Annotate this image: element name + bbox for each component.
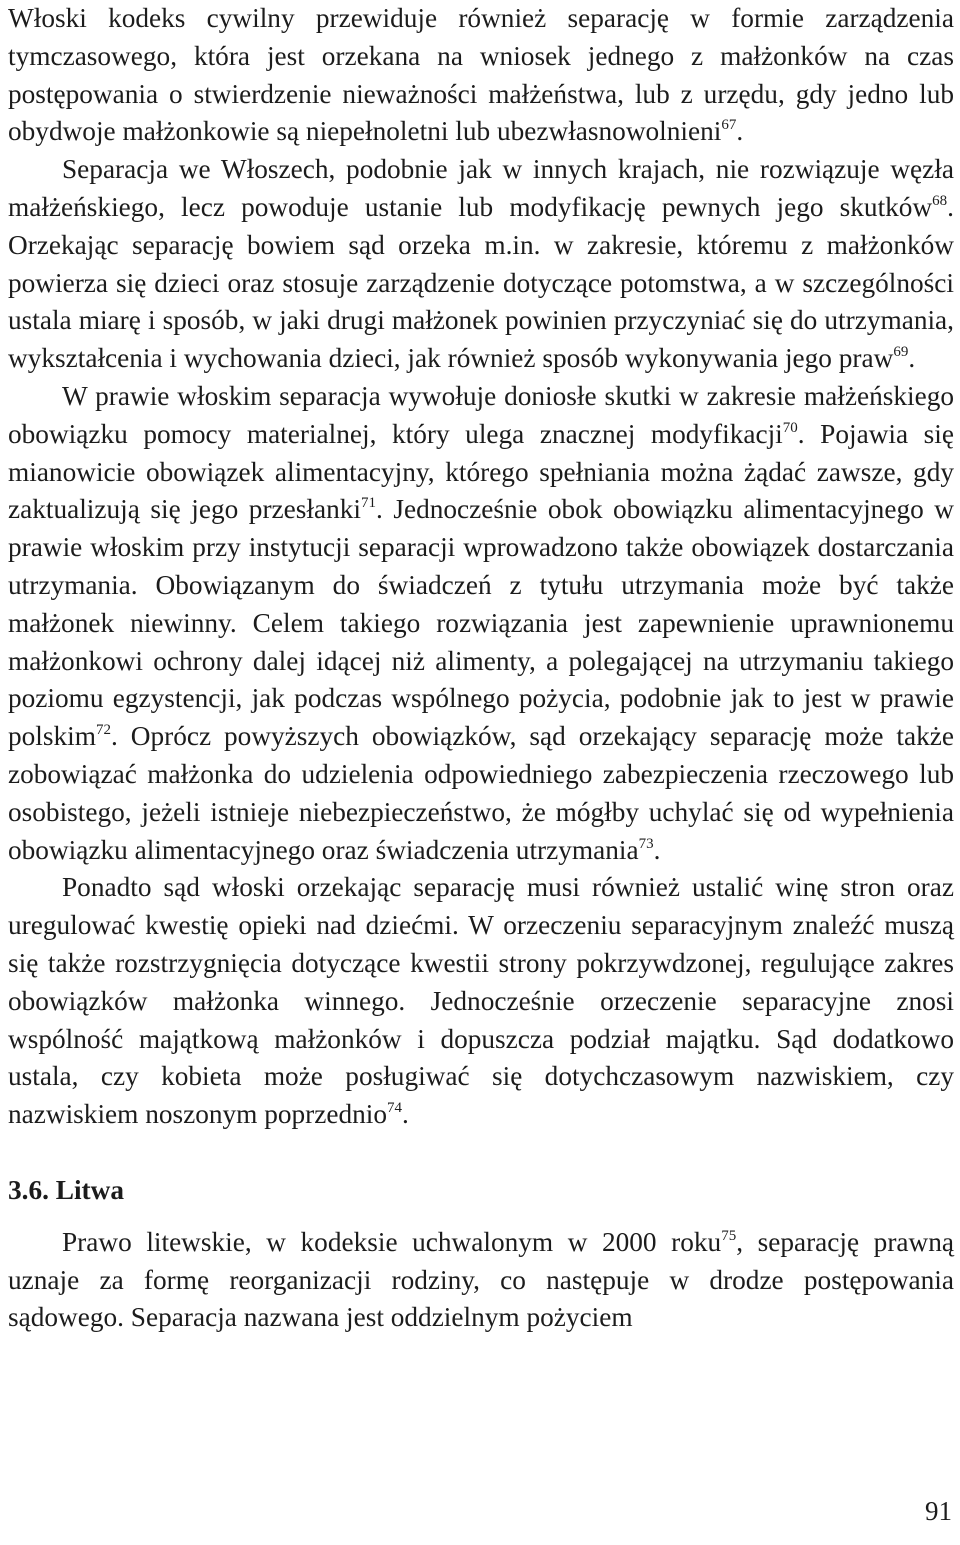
footnote-ref: 68: [932, 192, 948, 209]
paragraph-text: Ponadto sąd włoski orzekając separację musi również ustalić winę stron oraz uregulować kwestię opieki nad dziećmi. W orzeczeniu separacyjnym znaleźć muszą się także rozstrzygnięcia dotyczące kwestii strony pokrzywdzonej, regulujące zakres obowiązków małżonka winnego. Jednocześnie orzeczenie separacyjne znosi wspólność majątkową małżonków i dopuszcza podział majątku. Sąd dodatkowo ustala, czy kobieta może posługiwać się dotychczasowym nazwiskiem, czy nazwiskiem noszonym poprzednio: [8, 872, 954, 1130]
footnote-ref: 70: [782, 419, 798, 436]
body-text-top: [8, 0, 954, 1134]
paragraph-text: . Pojawia się mianowicie obowiązek alimentacyjny, którego spełniania można żądać zawsze, gdy zaktualizują się jego przesłanki: [8, 418, 954, 525]
paragraph: [8, 151, 954, 378]
paragraph-text: , separację prawną uznaje za formę reorganizacji rodziny, co następuje w drodze postępowania sądowego. Separacja nazwana jest oddzielnym pożyciem: [8, 1226, 955, 1333]
paragraph-text: W prawie włoskim separacja wywołuje doniosłe skutki w zakresie małżeńskiego obowiązku pomocy materialnej, który ulega znacznej modyfikacji: [8, 380, 954, 449]
footnote-ref: 67: [721, 117, 737, 134]
footnote-ref: 74: [387, 1100, 403, 1117]
footnote-ref: 75: [721, 1227, 737, 1244]
paragraph-text: . Orzekając separację bowiem sąd orzeka m.in. w zakresie, któremu z małżonków powierza się dzieci oraz stosuje zarządzenie dotyczące potomstwa, a w szczególności ustala miarę i sposób, w jaki drugi małżonek powinien przyczyniać się do utrzymania, wykształcenia i wychowania dzieci, jak również sposób wykonywania jego praw: [8, 191, 954, 374]
paragraph-text: .: [736, 116, 744, 147]
paragraph: [8, 0, 954, 151]
document-page: [8, 0, 954, 1337]
footnote-ref: 72: [95, 722, 111, 739]
body-text-bottom: [8, 1224, 954, 1337]
paragraph-text: Separacja we Włoszech, podobnie jak w innych krajach, nie rozwiązuje węzła małżeńskiego, lecz powoduje ustanie lub modyfikację pewnych jego skutków: [8, 154, 954, 222]
footnote-ref: 73: [638, 835, 654, 852]
paragraph-text: .: [653, 834, 661, 865]
footnote-ref: 71: [360, 495, 376, 512]
paragraph-text: . Jednocześnie obok obowiązku alimentacyjnego w prawie włoskim przy instytucji separacji wprowadzono także obowiązek dostarczania utrzymania. Obowiązanym do świadczeń z tytułu utrzymania może być także małżonek niewinny. Celem takiego rozwiązania jest zapewnienie uprawnionemu małżonkowi ochrony dalej idącej niż alimenty, a polegającej na utrzymaniu takiego poziomu egzystencji, jak podczas wspólnego pożycia, podobnie jak to jest w prawie polskim: [8, 494, 954, 752]
page-number: 91: [925, 1496, 952, 1526]
paragraph: [8, 378, 954, 869]
paragraph: [8, 869, 954, 1134]
paragraph-text: . Oprócz powyższych obowiązków, sąd orzekający separację może także zobowiązać małżonka do udzielenia odpowiedniego zabezpieczenia rzeczowego lub osobistego, jeżeli istnieje niebezpieczeństwo, że mógłby uchylać się od wypełnienia obowiązku alimentacyjnego oraz świadczenia utrzymania: [8, 721, 954, 865]
paragraph-text: Włoski kodeks cywilny przewiduje również separację w formie zarządzenia tymczasowego, która jest orzekana na wniosek jednego z małżonków na czas postępowania o stwierdzenie nieważności małżeństwa, lub z urzędu, gdy jedno lub obydwoje małżonkowie są niepełnoletni lub ubezwłasnowolnieni: [8, 3, 954, 147]
footnote-ref: 69: [893, 344, 909, 361]
paragraph-text: .: [402, 1099, 409, 1130]
paragraph-text: Prawo litewskie, w kodeksie uchwalonym w 2000 roku: [62, 1226, 722, 1257]
section-heading: 3.6. Litwa: [8, 1174, 125, 1205]
paragraph: [8, 1224, 954, 1337]
paragraph-text: .: [908, 343, 916, 374]
